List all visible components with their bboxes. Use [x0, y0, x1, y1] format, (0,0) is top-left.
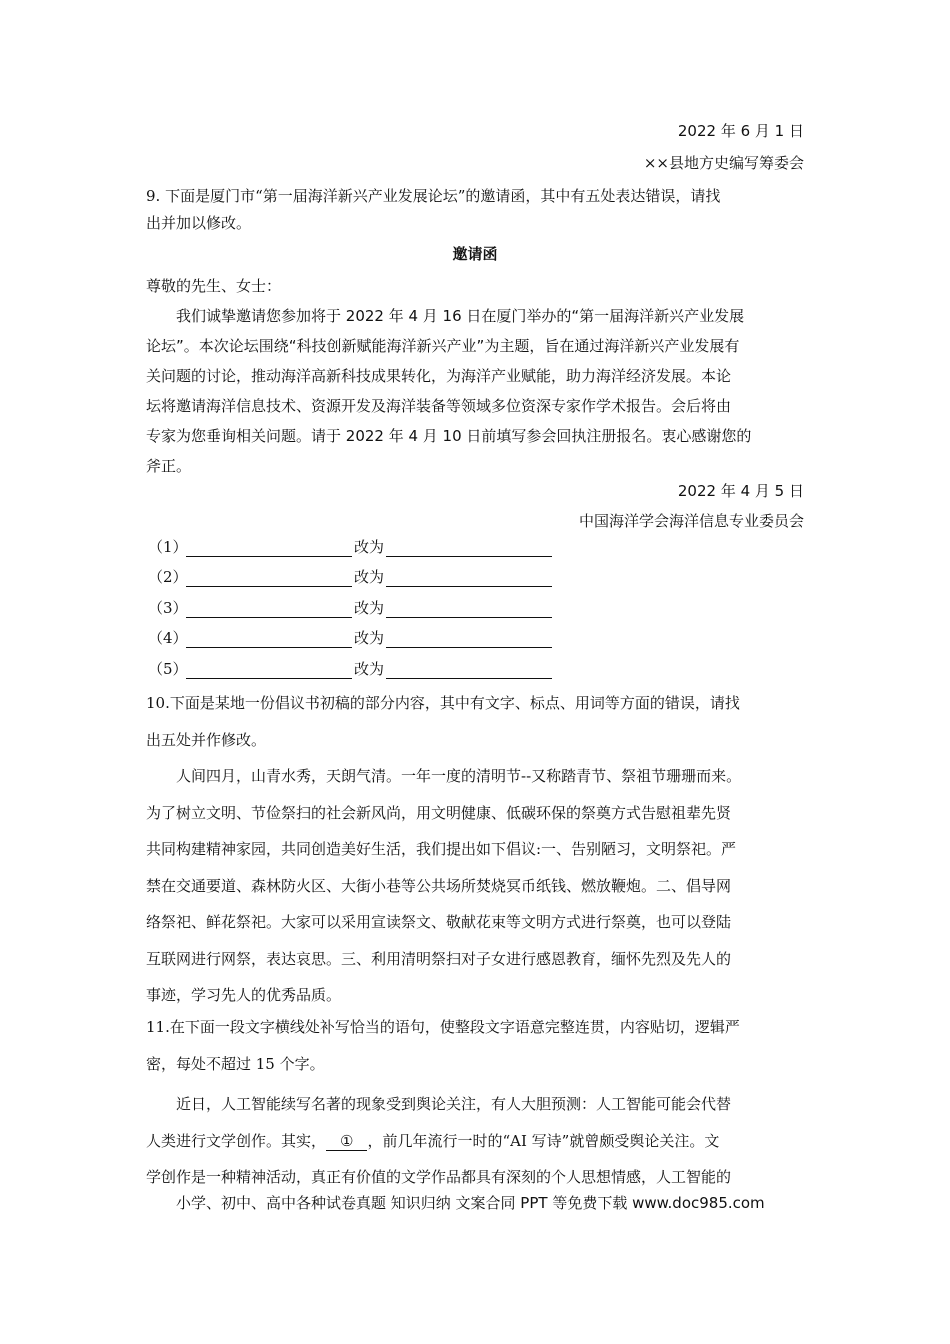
q11-prompt-line-2: 密，每处不超过 15 个字。 [146, 1055, 325, 1073]
q11-body-text: ，前几年流行一时的“AI 写诗”就曾颇受舆论关注。文 [367, 1132, 720, 1150]
answer-row [148, 567, 552, 587]
proposal-body-line: 共同构建精神家园，共同创造美好生活，我们提出如下倡议:一、告别陋习，文明祭祀。严 [146, 840, 737, 858]
invitation-body-line: 坛将邀请海洋信息技术、资源开发及海洋装备等领域多位资深专家作学术报告。会后将由 [146, 397, 732, 415]
answer-change-label: 改为 [354, 599, 385, 617]
q11-body-line-1: 近日，人工智能续写名著的现象受到舆论关注，有人大胆预测：人工智能可能会代替 [176, 1095, 732, 1113]
proposal-body-line: 为了树立文明、节俭祭扫的社会新风尚，用文明健康、低碳环保的祭奠方式告慰祖辈先贤 [146, 804, 732, 822]
answer-row [148, 537, 552, 557]
q11-body-line-2 [146, 1131, 719, 1151]
answer-row [148, 598, 552, 618]
proposal-body-line: 事迹，学习先人的优秀品质。 [146, 986, 342, 1004]
q11-prompt-line-1: 11.在下面一段文字横线处补写恰当的语句，使整段文字语意完整连贯，内容贴切，逻辑严 [146, 1018, 740, 1036]
answer-blank[interactable] [186, 571, 352, 587]
answer-number: （2） [148, 568, 188, 586]
invitation-body-line: 论坛”。本次论坛围绕“科技创新赋能海洋新兴产业”为主题，旨在通过海洋新兴产业发展有 [146, 337, 740, 355]
q11-body-text: 人类进行文学创作。其实， [146, 1132, 327, 1150]
proposal-body-line: 人间四月，山青水秀，天朗气清。一年一度的清明节--又称踏青节、祭祖节珊珊而来。 [176, 767, 742, 785]
answer-blank[interactable] [186, 602, 352, 618]
footer-download-note: 小学、初中、高中各种试卷真题 知识归纳 文案合同 PPT 等免费下载 www.doc985.com [176, 1194, 765, 1212]
answer-change-label: 改为 [354, 538, 385, 556]
invitation-date: 2022 年 4 月 5 日 [677, 482, 804, 500]
invitation-signature: 中国海洋学会海洋信息专业委员会 [578, 512, 804, 530]
answer-blank[interactable] [186, 632, 352, 648]
answer-blank[interactable] [386, 571, 552, 587]
answer-number: （5） [148, 660, 188, 678]
invitation-body-line: 专家为您垂询相关问题。请于 2022 年 4 月 10 日前填写参会回执注册报名。衷心感谢您的 [146, 427, 752, 445]
answer-change-label: 改为 [354, 629, 385, 647]
answer-blank[interactable] [386, 541, 552, 557]
answer-number: （3） [148, 599, 188, 617]
invitation-body-line: 我们诚挚邀请您参加将于 2022 年 4 月 16 日在厦门举办的“第一届海洋新兴产业发展 [176, 307, 745, 325]
fill-blank-1[interactable]: ① [326, 1132, 367, 1151]
q10-prompt-line-2: 出五处并作修改。 [146, 731, 267, 749]
letter-signature: ××县地方史编写筹委会 [643, 154, 804, 172]
answer-number: （1） [148, 538, 188, 556]
answer-change-label: 改为 [354, 568, 385, 586]
q9-prompt-line-1: 9. 下面是厦门市“第一届海洋新兴产业发展论坛”的邀请函，其中有五处表达错误，请找 [146, 187, 721, 205]
answer-change-label: 改为 [354, 660, 385, 678]
answer-row [148, 628, 552, 648]
answer-blank[interactable] [186, 541, 352, 557]
answer-blank[interactable] [386, 602, 552, 618]
invitation-body-line: 关问题的讨论，推动海洋高新科技成果转化，为海洋产业赋能，助力海洋经济发展。本论 [146, 367, 732, 385]
proposal-body-line: 禁在交通要道、森林防火区、大街小巷等公共场所焚烧冥币纸钱、燃放鞭炮。二、倡导网 [146, 877, 732, 895]
q11-body-line-3: 学创作是一种精神活动，真正有价值的文学作品都具有深刻的个人思想情感，人工智能的 [146, 1168, 732, 1186]
q9-prompt-line-2: 出并加以修改。 [146, 214, 252, 232]
answer-row [148, 659, 552, 679]
invitation-title: 邀请函 [452, 245, 498, 263]
letter-date: 2022 年 6 月 1 日 [677, 122, 804, 140]
invitation-salutation: 尊敬的先生、女士： [146, 277, 282, 295]
proposal-body-line: 互联网进行网祭，表达哀思。三、利用清明祭扫对子女进行感恩教育，缅怀先烈及先人的 [146, 950, 732, 968]
q10-prompt-line-1: 10.下面是某地一份倡议书初稿的部分内容，其中有文字、标点、用词等方面的错误，请找 [146, 694, 740, 712]
invitation-body-line: 斧正。 [146, 457, 192, 475]
answer-number: （4） [148, 629, 188, 647]
answer-blank[interactable] [186, 663, 352, 679]
answer-blank[interactable] [386, 632, 552, 648]
proposal-body-line: 络祭祀、鲜花祭祀。大家可以采用宣读祭文、敬献花束等文明方式进行祭奠，也可以登陆 [146, 913, 732, 931]
answer-blank[interactable] [386, 663, 552, 679]
